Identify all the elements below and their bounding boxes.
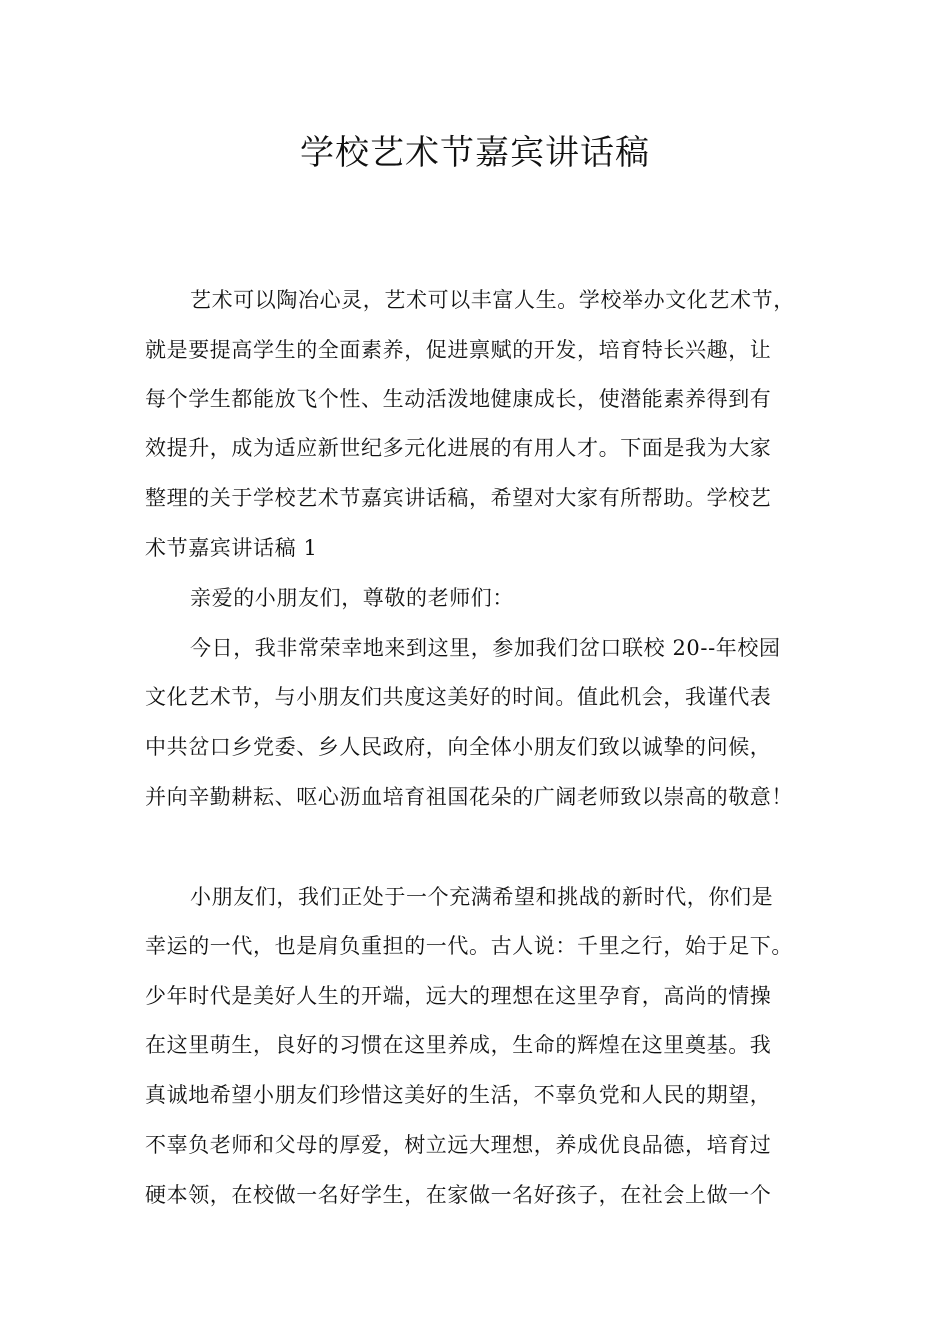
paragraph-4-line-7: 硬本领，在校做一名好学生，在家做一名好孩子，在社会上做一个 <box>145 1183 772 1207</box>
paragraph-4-line-3: 少年时代是美好人生的开端，远大的理想在这里孕育，高尚的情操 <box>145 984 772 1008</box>
paragraph-3-line-4: 并向辛勤耕耘、呕心沥血培育祖国花朵的广阔老师致以崇高的敬意！ <box>145 785 793 809</box>
paragraph-1-line-3: 每个学生都能放飞个性、生动活泼地健康成长，使潜能素养得到有 <box>145 387 772 411</box>
paragraph-1-line-6: 术节嘉宾讲话稿 1 <box>145 536 318 560</box>
paragraph-4-line-5: 真诚地希望小朋友们珍惜这美好的生活，不辜负党和人民的期望， <box>145 1083 772 1107</box>
paragraph-1-line-5: 整理的关于学校艺术节嘉宾讲话稿，希望对大家有所帮助。学校艺 <box>145 486 772 510</box>
document-title: 学校艺术节嘉宾讲话稿 <box>300 133 650 173</box>
paragraph-1-line-2: 就是要提高学生的全面素养，促进禀赋的开发，培育特长兴趣，让 <box>145 338 772 362</box>
paragraph-4-line-1: 小朋友们，我们正处于一个充满希望和挑战的新时代，你们是 <box>190 885 774 909</box>
paragraph-4-line-6: 不辜负老师和父母的厚爱，树立远大理想，养成优良品德，培育过 <box>145 1133 772 1157</box>
paragraph-4-line-2: 幸运的一代，也是肩负重担的一代。古人说：千里之行，始于足下。 <box>145 934 793 958</box>
paragraph-3-line-1: 今日，我非常荣幸地来到这里，参加我们岔口联校 20--年校园 <box>190 636 781 660</box>
paragraph-4-line-4: 在这里萌生，良好的习惯在这里养成，生命的辉煌在这里奠基。我 <box>145 1033 772 1057</box>
paragraph-2-line-1: 亲爱的小朋友们，尊敬的老师们： <box>190 586 514 610</box>
paragraph-3-line-2: 文化艺术节，与小朋友们共度这美好的时间。值此机会，我谨代表 <box>145 685 772 709</box>
paragraph-1-line-4: 效提升，成为适应新世纪多元化进展的有用人才。下面是我为大家 <box>145 436 772 460</box>
paragraph-3-line-3: 中共岔口乡党委、乡人民政府，向全体小朋友们致以诚挚的问候， <box>145 735 772 759</box>
paragraph-1-line-1: 艺术可以陶冶心灵，艺术可以丰富人生。学校举办文化艺术节， <box>190 288 795 312</box>
